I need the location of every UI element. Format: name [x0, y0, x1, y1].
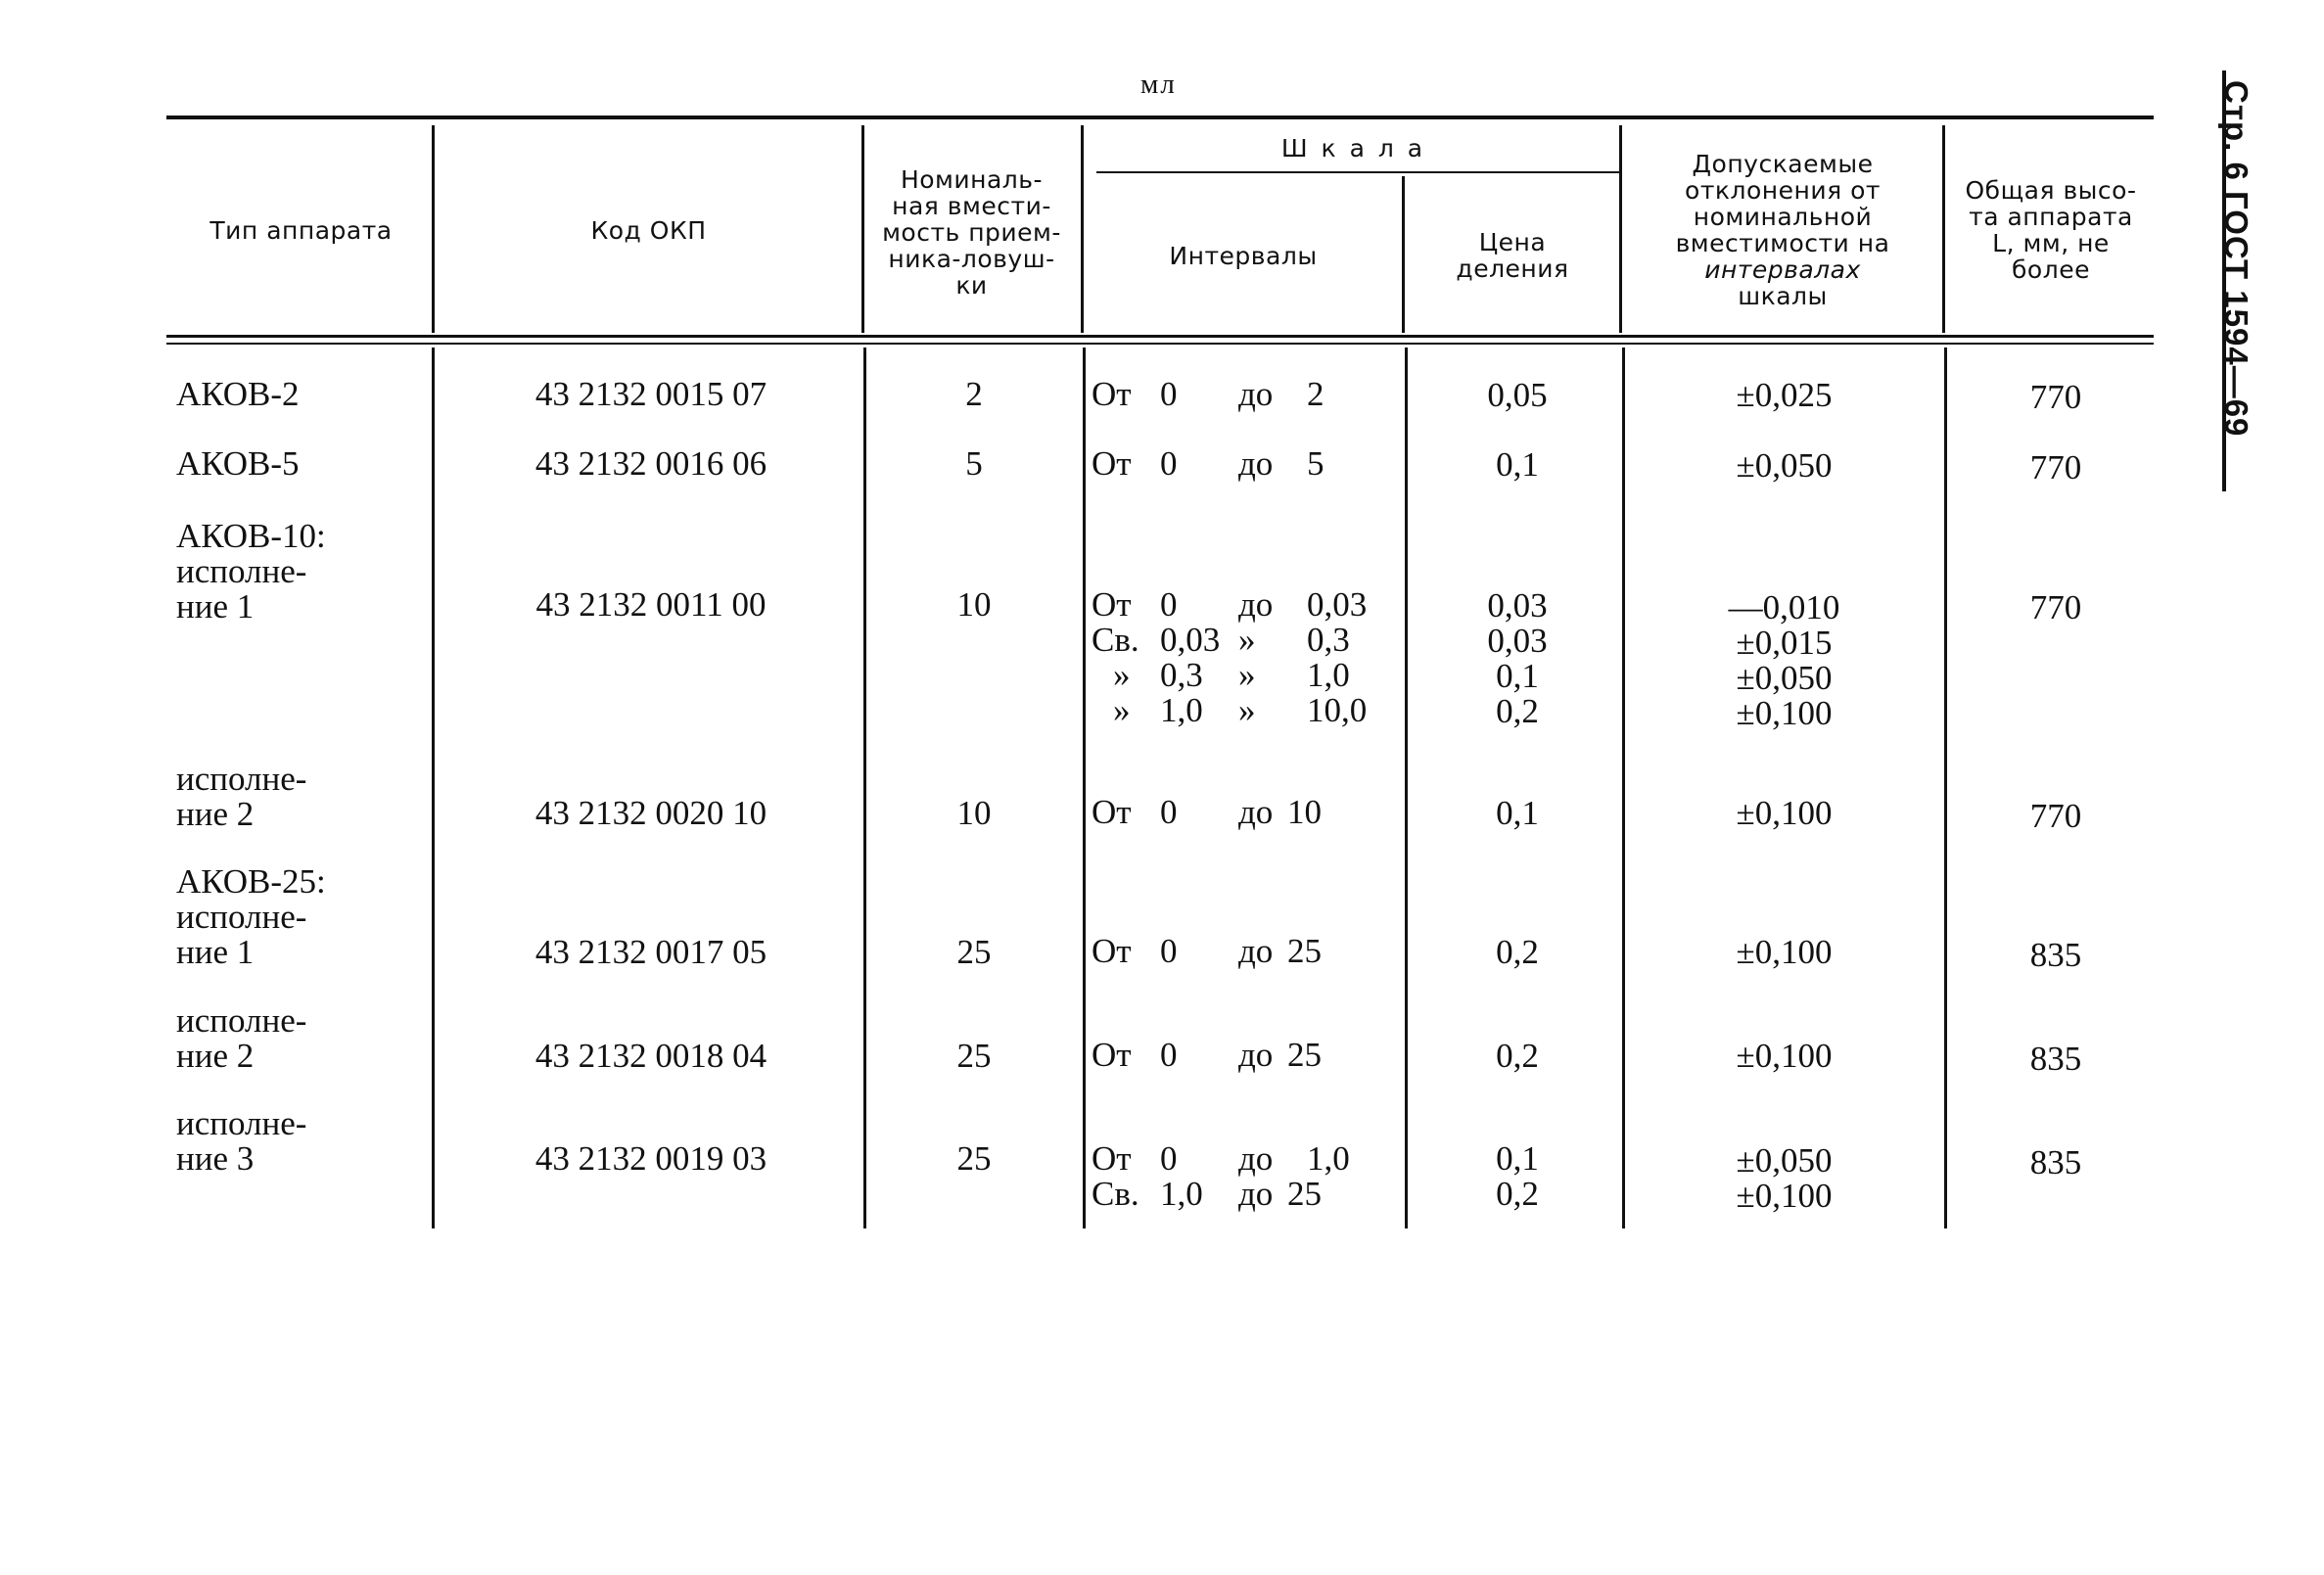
cell-tolerance — [1630, 1143, 1938, 1214]
interval-line — [1092, 377, 1405, 412]
interval-to-word: до — [1238, 375, 1274, 413]
interval-to: 10,0 — [1307, 691, 1368, 729]
column-divider — [1081, 125, 1084, 333]
tolerance-value: ±0,100 — [1736, 1177, 1833, 1215]
header-scale-label: Ш к а л а — [1280, 133, 1426, 162]
cell-text: ние 2 — [176, 1037, 255, 1075]
header-bottom-rule-2 — [166, 343, 2154, 345]
cell-text: АКОВ-25: — [176, 862, 326, 901]
interval-to-word: до — [1238, 1036, 1274, 1074]
interval-from: 0 — [1160, 375, 1178, 413]
division-value: 0,1 — [1496, 445, 1539, 484]
interval-line — [1092, 1177, 1405, 1212]
cell-type — [176, 864, 421, 970]
cell-code: 43 2132 0017 05 — [535, 933, 767, 971]
tolerance-value: ±0,050 — [1736, 659, 1833, 697]
cell-text: АКОВ-10: — [176, 517, 326, 555]
division-value: 0,2 — [1496, 1175, 1539, 1213]
interval-prefix: От — [1092, 932, 1132, 970]
interval-line — [1092, 1141, 1405, 1177]
interval-prefix: От — [1092, 585, 1132, 624]
interval-line — [1092, 446, 1405, 482]
column-divider — [1402, 176, 1405, 333]
header-division-line: Цена — [1478, 228, 1547, 256]
interval-to-word: до — [1238, 1175, 1274, 1213]
tolerance-value: —0,010 — [1728, 588, 1840, 626]
cell-division — [1415, 447, 1620, 483]
cell-tolerance — [1630, 1039, 1938, 1074]
cell-tolerance — [1630, 796, 1938, 831]
column-divider — [432, 125, 435, 333]
interval-prefix: От — [1092, 793, 1132, 831]
header-type — [176, 127, 426, 333]
interval-prefix: От — [1092, 375, 1132, 413]
division-value: 0,03 — [1487, 586, 1548, 625]
cell-height: 835 — [2029, 1040, 2082, 1078]
cell-height: 770 — [2029, 378, 2082, 416]
interval-from: 0 — [1160, 444, 1178, 483]
interval-to: 2 — [1307, 375, 1325, 413]
cell-tolerance — [1630, 590, 1938, 731]
column-divider — [861, 125, 864, 333]
header-code — [441, 127, 857, 333]
interval-line — [1092, 658, 1405, 693]
table-top-rule — [166, 116, 2154, 119]
column-divider — [863, 347, 866, 1228]
cell-division — [1415, 796, 1620, 831]
header-intervals-label: Интервалы — [1169, 241, 1318, 270]
header-height — [1948, 171, 2154, 289]
tolerance-value: ±0,100 — [1736, 933, 1833, 971]
cell-capacity: 25 — [956, 1139, 992, 1178]
interval-from: 0 — [1160, 932, 1178, 970]
header-division-line: деления — [1456, 255, 1569, 283]
header-capacity-line: ника-ловуш- — [888, 245, 1055, 273]
cell-division — [1415, 935, 1620, 970]
interval-prefix: От — [1092, 1139, 1132, 1178]
interval-prefix: Св. — [1092, 1175, 1139, 1213]
cell-division — [1415, 378, 1620, 413]
page-header-label: Стр. 6 ГОСТ 1594—69 — [2218, 80, 2254, 438]
interval-line — [1092, 934, 1405, 969]
interval-line — [1092, 587, 1405, 623]
interval-to: 10 — [1287, 793, 1322, 831]
column-divider — [432, 347, 435, 1228]
cell-tolerance — [1630, 935, 1938, 970]
interval-to-word: до — [1238, 444, 1274, 483]
header-tolerance-line: отклонения от — [1685, 176, 1881, 205]
column-divider — [1944, 347, 1947, 1228]
cell-type — [176, 446, 421, 482]
cell-tolerance — [1630, 448, 1938, 484]
header-type-label: Тип аппарата — [209, 215, 393, 245]
cell-intervals — [1092, 446, 1405, 482]
interval-to: 0,03 — [1307, 585, 1368, 624]
cell-code: 43 2132 0020 10 — [535, 794, 767, 832]
interval-prefix: От — [1092, 444, 1132, 483]
header-capacity-line: мость прием- — [882, 218, 1061, 247]
interval-to-word: до — [1238, 793, 1274, 831]
interval-to: 25 — [1287, 1175, 1322, 1213]
cell-height: 770 — [2029, 797, 2082, 835]
cell-capacity: 10 — [956, 794, 992, 832]
cell-type — [176, 762, 421, 832]
cell-height: 770 — [2029, 588, 2082, 626]
cell-text: исполне- — [176, 1104, 307, 1142]
division-value: 0,03 — [1487, 622, 1548, 660]
header-capacity — [866, 162, 1077, 303]
interval-line — [1092, 693, 1405, 728]
interval-to: 0,3 — [1307, 621, 1350, 659]
cell-type — [176, 1003, 421, 1074]
cell-intervals — [1092, 795, 1405, 830]
interval-to-word: » — [1238, 691, 1256, 729]
cell-text: исполне- — [176, 760, 307, 798]
cell-height: 835 — [2029, 1143, 2082, 1181]
tolerance-value: ±0,100 — [1736, 694, 1833, 732]
cell-text: АКОВ-5 — [176, 444, 300, 483]
interval-from: 1,0 — [1160, 1175, 1203, 1213]
interval-to: 5 — [1307, 444, 1325, 483]
cell-code: 43 2132 0016 06 — [535, 444, 767, 483]
interval-prefix: » — [1113, 656, 1131, 694]
interval-from: 0,3 — [1160, 656, 1203, 694]
cell-text: исполне- — [176, 898, 307, 936]
interval-to-word: до — [1238, 585, 1274, 624]
header-height-line: L, мм, не — [1992, 229, 2110, 257]
division-value: 0,2 — [1496, 692, 1539, 730]
header-capacity-line: Номиналь- — [900, 165, 1044, 194]
header-tolerance-line: номинальной — [1693, 203, 1873, 231]
cell-division — [1415, 588, 1620, 729]
column-divider — [1405, 347, 1408, 1228]
header-code-label: Код ОКП — [590, 215, 707, 245]
interval-line — [1092, 1038, 1405, 1073]
interval-to-word: до — [1238, 1139, 1274, 1178]
cell-height: 770 — [2029, 448, 2082, 486]
header-capacity-line: ки — [955, 271, 988, 300]
cell-intervals — [1092, 1038, 1405, 1073]
cell-text: исполне- — [176, 552, 307, 590]
header-height-line: та аппарата — [1969, 203, 2133, 231]
cell-capacity: 10 — [956, 585, 992, 624]
cell-division — [1415, 1141, 1620, 1212]
cell-division — [1415, 1039, 1620, 1074]
interval-from: 1,0 — [1160, 691, 1203, 729]
cell-code: 43 2132 0018 04 — [535, 1037, 767, 1075]
header-scale — [1087, 127, 1620, 168]
cell-type — [176, 377, 421, 412]
cell-intervals — [1092, 377, 1405, 412]
header-intervals — [1087, 178, 1400, 333]
interval-prefix: Св. — [1092, 621, 1139, 659]
header-tolerance-line: вместимости на — [1675, 229, 1890, 257]
header-tolerance-line: Допускаемые — [1692, 150, 1874, 178]
header-tolerance-line: шкалы — [1738, 282, 1828, 310]
header-height-line: Общая высо- — [1965, 176, 2137, 205]
cell-text: ние 1 — [176, 587, 255, 625]
tolerance-value: ±0,100 — [1736, 794, 1833, 832]
interval-to-word: » — [1238, 621, 1256, 659]
column-divider — [1622, 347, 1625, 1228]
cell-type — [176, 519, 421, 625]
interval-prefix: » — [1113, 691, 1131, 729]
interval-from: 0 — [1160, 585, 1178, 624]
division-value: 0,2 — [1496, 1037, 1539, 1075]
interval-from: 0 — [1160, 1036, 1178, 1074]
interval-from: 0 — [1160, 1139, 1178, 1178]
cell-type — [176, 1106, 421, 1177]
tolerance-value: ±0,015 — [1736, 624, 1833, 662]
division-value: 0,1 — [1496, 657, 1539, 695]
tolerance-value: ±0,025 — [1736, 376, 1833, 414]
cell-text: ние 1 — [176, 933, 255, 971]
cell-code: 43 2132 0015 07 — [535, 375, 767, 413]
cell-text: исполне- — [176, 1001, 307, 1040]
interval-prefix: От — [1092, 1036, 1132, 1074]
interval-to-word: до — [1238, 932, 1274, 970]
header-tolerance — [1625, 147, 1940, 313]
column-divider — [1083, 347, 1086, 1228]
interval-from: 0 — [1160, 793, 1178, 831]
interval-to: 25 — [1287, 1036, 1322, 1074]
header-capacity-line: ная вмести- — [892, 192, 1051, 220]
header-tolerance-line: интервалах — [1704, 255, 1861, 284]
scale-group-rule — [1096, 171, 1620, 173]
cell-intervals — [1092, 934, 1405, 969]
division-value: 0,1 — [1496, 1139, 1539, 1178]
units-label: мл — [1140, 69, 1177, 100]
header-height-line: более — [2012, 255, 2090, 284]
cell-height: 835 — [2029, 936, 2082, 974]
interval-to: 25 — [1287, 932, 1322, 970]
cell-text: ние 2 — [176, 795, 255, 833]
cell-capacity: 5 — [965, 444, 983, 483]
header-bottom-rule — [166, 335, 2154, 338]
column-divider — [1942, 125, 1945, 333]
cell-capacity: 25 — [956, 1037, 992, 1075]
cell-capacity: 25 — [956, 933, 992, 971]
division-value: 0,1 — [1496, 794, 1539, 832]
tolerance-value: ±0,050 — [1736, 446, 1833, 485]
cell-intervals — [1092, 1141, 1405, 1212]
tolerance-value: ±0,100 — [1736, 1037, 1833, 1075]
interval-line — [1092, 795, 1405, 830]
cell-tolerance — [1630, 378, 1938, 413]
tolerance-value: ±0,050 — [1736, 1141, 1833, 1180]
interval-line — [1092, 623, 1405, 658]
interval-to: 1,0 — [1307, 1139, 1350, 1178]
interval-to: 1,0 — [1307, 656, 1350, 694]
cell-text: ние 3 — [176, 1139, 255, 1178]
cell-capacity: 2 — [965, 375, 983, 413]
division-value: 0,2 — [1496, 933, 1539, 971]
division-value: 0,05 — [1487, 376, 1548, 414]
cell-code: 43 2132 0019 03 — [535, 1139, 767, 1178]
interval-from: 0,03 — [1160, 621, 1221, 659]
interval-to-word: » — [1238, 656, 1256, 694]
cell-intervals — [1092, 587, 1405, 728]
cell-code: 43 2132 0011 00 — [535, 585, 767, 624]
header-division — [1408, 178, 1617, 333]
cell-text: АКОВ-2 — [176, 375, 300, 413]
